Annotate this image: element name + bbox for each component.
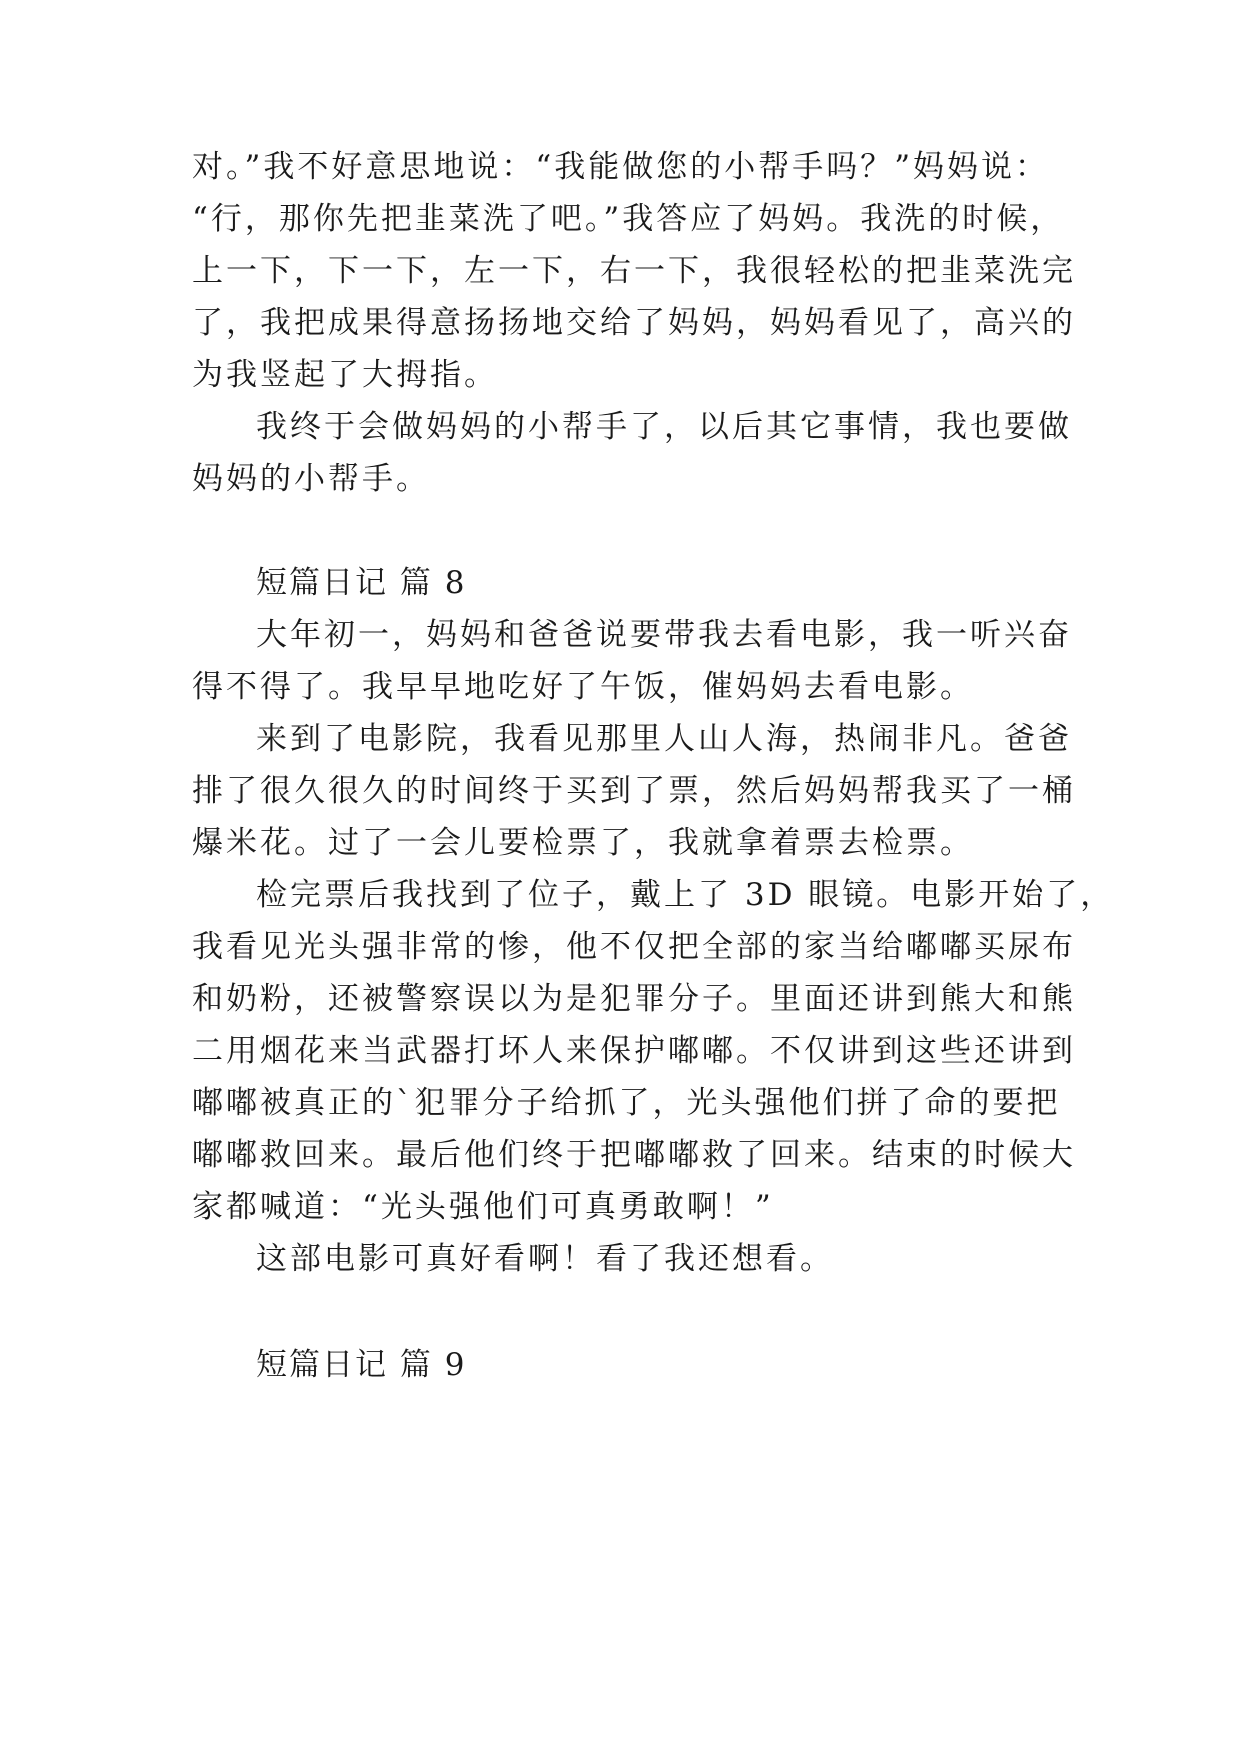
text-line: 爆米花。过了一会儿要检票了，我就拿着票去检票。 bbox=[192, 825, 974, 861]
text-line: 检完票后我找到了位子，戴上了 3D 眼镜。电影开始了， bbox=[256, 877, 1115, 913]
text-line: 得不得了。我早早地吃好了午饭，催妈妈去看电影。 bbox=[192, 669, 974, 705]
text-line: 大年初一，妈妈和爸爸说要带我去看电影，我一听兴奋 bbox=[256, 617, 1072, 653]
section-heading: 短篇日记 篇 8 bbox=[256, 565, 467, 601]
text-line: 嘟嘟被真正的`犯罪分子给抓了，光头强他们拼了命的要把 bbox=[192, 1085, 1061, 1121]
text-line: 排了很久很久的时间终于买到了票，然后妈妈帮我买了一桶 bbox=[192, 773, 1076, 809]
text-line: 我看见光头强非常的惨，他不仅把全部的家当给嘟嘟买尿布 bbox=[192, 929, 1076, 965]
text-line: 了，我把成果得意扬扬地交给了妈妈，妈妈看见了，高兴的 bbox=[192, 305, 1076, 341]
section-heading: 短篇日记 篇 9 bbox=[256, 1347, 467, 1383]
text-line: 和奶粉，还被警察误以为是犯罪分子。里面还讲到熊大和熊 bbox=[192, 981, 1076, 1017]
text-line: 妈妈的小帮手。 bbox=[192, 461, 430, 497]
text-line: 二用烟花来当武器打坏人来保护嘟嘟。不仅讲到这些还讲到 bbox=[192, 1033, 1076, 1069]
text-line: 嘟嘟救回来。最后他们终于把嘟嘟救了回来。结束的时候大 bbox=[192, 1137, 1076, 1173]
text-line: 对。”我不好意思地说：“我能做您的小帮手吗？”妈妈说： bbox=[192, 149, 1050, 185]
text-line: “行，那你先把韭菜洗了吧。”我答应了妈妈。我洗的时候， bbox=[192, 201, 1065, 237]
text-line: 家都喊道：“光头强他们可真勇敢啊！” bbox=[192, 1189, 774, 1225]
text-line: 来到了电影院，我看见那里人山人海，热闹非凡。爸爸 bbox=[256, 721, 1072, 757]
text-line: 这部电影可真好看啊！看了我还想看。 bbox=[256, 1241, 834, 1277]
text-line: 为我竖起了大拇指。 bbox=[192, 357, 498, 393]
text-line: 上一下，下一下，左一下，右一下，我很轻松的把韭菜洗完 bbox=[192, 253, 1076, 289]
text-line: 我终于会做妈妈的小帮手了，以后其它事情，我也要做 bbox=[256, 409, 1072, 445]
